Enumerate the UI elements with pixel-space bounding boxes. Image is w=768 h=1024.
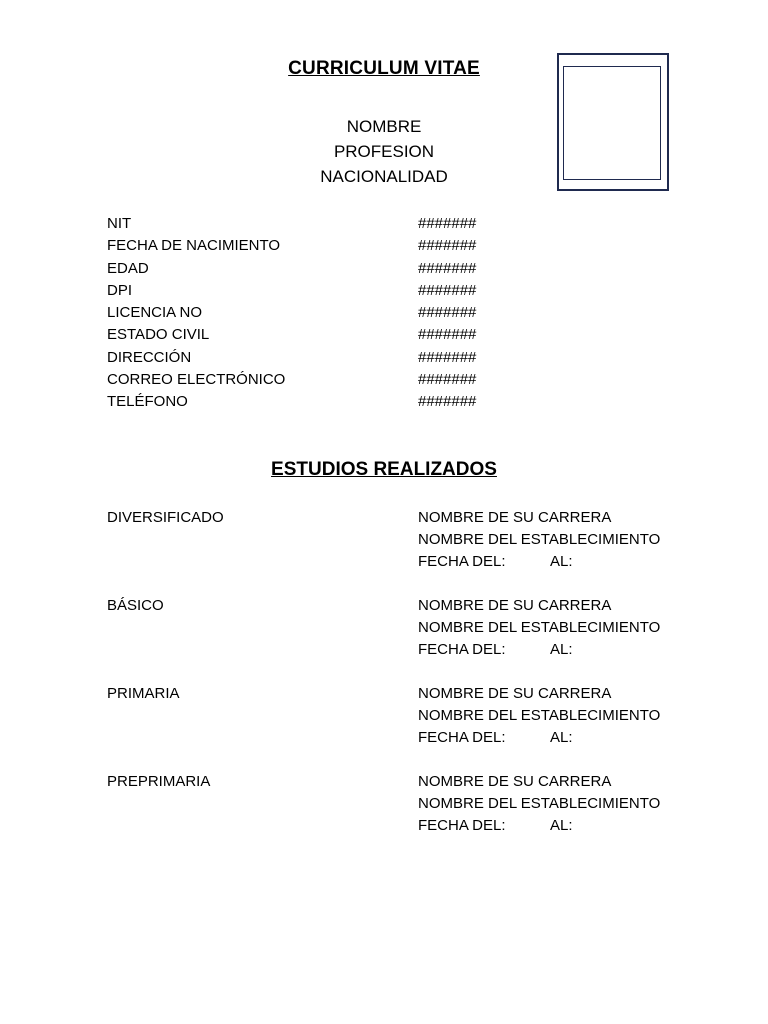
study-item-preprimaria [107, 771, 707, 859]
study-date-from: FECHA DEL: [418, 817, 506, 834]
study-item-primaria [107, 683, 707, 771]
study-level: PREPRIMARIA [107, 773, 211, 790]
document-title: CURRICULUM VITAE [288, 58, 480, 79]
study-dates [418, 727, 660, 749]
study-career: NOMBRE DE SU CARRERA [418, 509, 612, 526]
study-date-from: FECHA DEL: [418, 729, 506, 746]
info-row-license [107, 302, 527, 324]
info-label: FECHA DE NACIMIENTO [107, 237, 281, 255]
info-label: DIRECCIÓN [107, 348, 192, 366]
info-label: EDAD [107, 259, 149, 277]
info-value: ####### [418, 281, 477, 299]
study-school: NOMBRE DEL ESTABLECIMIENTO [418, 619, 661, 636]
study-school: NOMBRE DEL ESTABLECIMIENTO [418, 707, 661, 724]
study-date-to: AL: [550, 729, 573, 746]
study-level: BÁSICO [107, 597, 164, 614]
info-value: ####### [418, 393, 477, 411]
study-school: NOMBRE DEL ESTABLECIMIENTO [418, 531, 661, 548]
personal-info-table [107, 213, 527, 414]
info-row-birthdate [107, 235, 527, 257]
study-level: PRIMARIA [107, 685, 180, 702]
photo-inner-frame [563, 66, 661, 180]
info-label: ESTADO CIVIL [107, 326, 210, 344]
name-line: NOMBRE [346, 117, 422, 136]
study-details [418, 683, 660, 749]
study-details [418, 507, 660, 573]
study-career: NOMBRE DE SU CARRERA [418, 685, 612, 702]
photo-placeholder [557, 53, 669, 191]
info-row-age [107, 258, 527, 280]
info-row-civil-status [107, 324, 527, 346]
info-row-address [107, 347, 527, 369]
study-date-to: AL: [550, 817, 573, 834]
info-label: DPI [107, 281, 133, 299]
study-item-basico [107, 595, 707, 683]
study-details [418, 595, 660, 661]
info-value: ####### [418, 237, 477, 255]
study-dates [418, 551, 660, 573]
info-value: ####### [418, 259, 477, 277]
study-level: DIVERSIFICADO [107, 509, 224, 526]
info-value: ####### [418, 371, 477, 389]
info-label: LICENCIA NO [107, 304, 203, 322]
info-label: CORREO ELECTRÓNICO [107, 371, 286, 389]
study-item-diversificado [107, 507, 707, 595]
studies-title: ESTUDIOS REALIZADOS [271, 459, 497, 480]
info-value: ####### [418, 304, 477, 322]
info-label: NIT [107, 215, 132, 232]
study-dates [418, 639, 660, 661]
info-value: ####### [418, 348, 477, 366]
study-dates [418, 815, 660, 837]
info-row-dpi [107, 280, 527, 302]
info-value: ####### [418, 215, 477, 232]
profession-line: PROFESION [333, 142, 435, 161]
study-career: NOMBRE DE SU CARRERA [418, 773, 612, 790]
study-date-to: AL: [550, 553, 573, 570]
study-date-from: FECHA DEL: [418, 641, 506, 658]
study-career: NOMBRE DE SU CARRERA [418, 597, 612, 614]
study-school: NOMBRE DEL ESTABLECIMIENTO [418, 795, 661, 812]
info-value: ####### [418, 326, 477, 344]
info-row-email [107, 369, 527, 391]
info-label: TELÉFONO [107, 393, 188, 411]
info-row-nit [107, 213, 527, 235]
studies-list [107, 507, 707, 859]
info-row-phone [107, 391, 527, 413]
study-details [418, 771, 660, 837]
study-date-to: AL: [550, 641, 573, 658]
study-date-from: FECHA DEL: [418, 553, 506, 570]
nationality-line: NACIONALIDAD [320, 167, 448, 186]
